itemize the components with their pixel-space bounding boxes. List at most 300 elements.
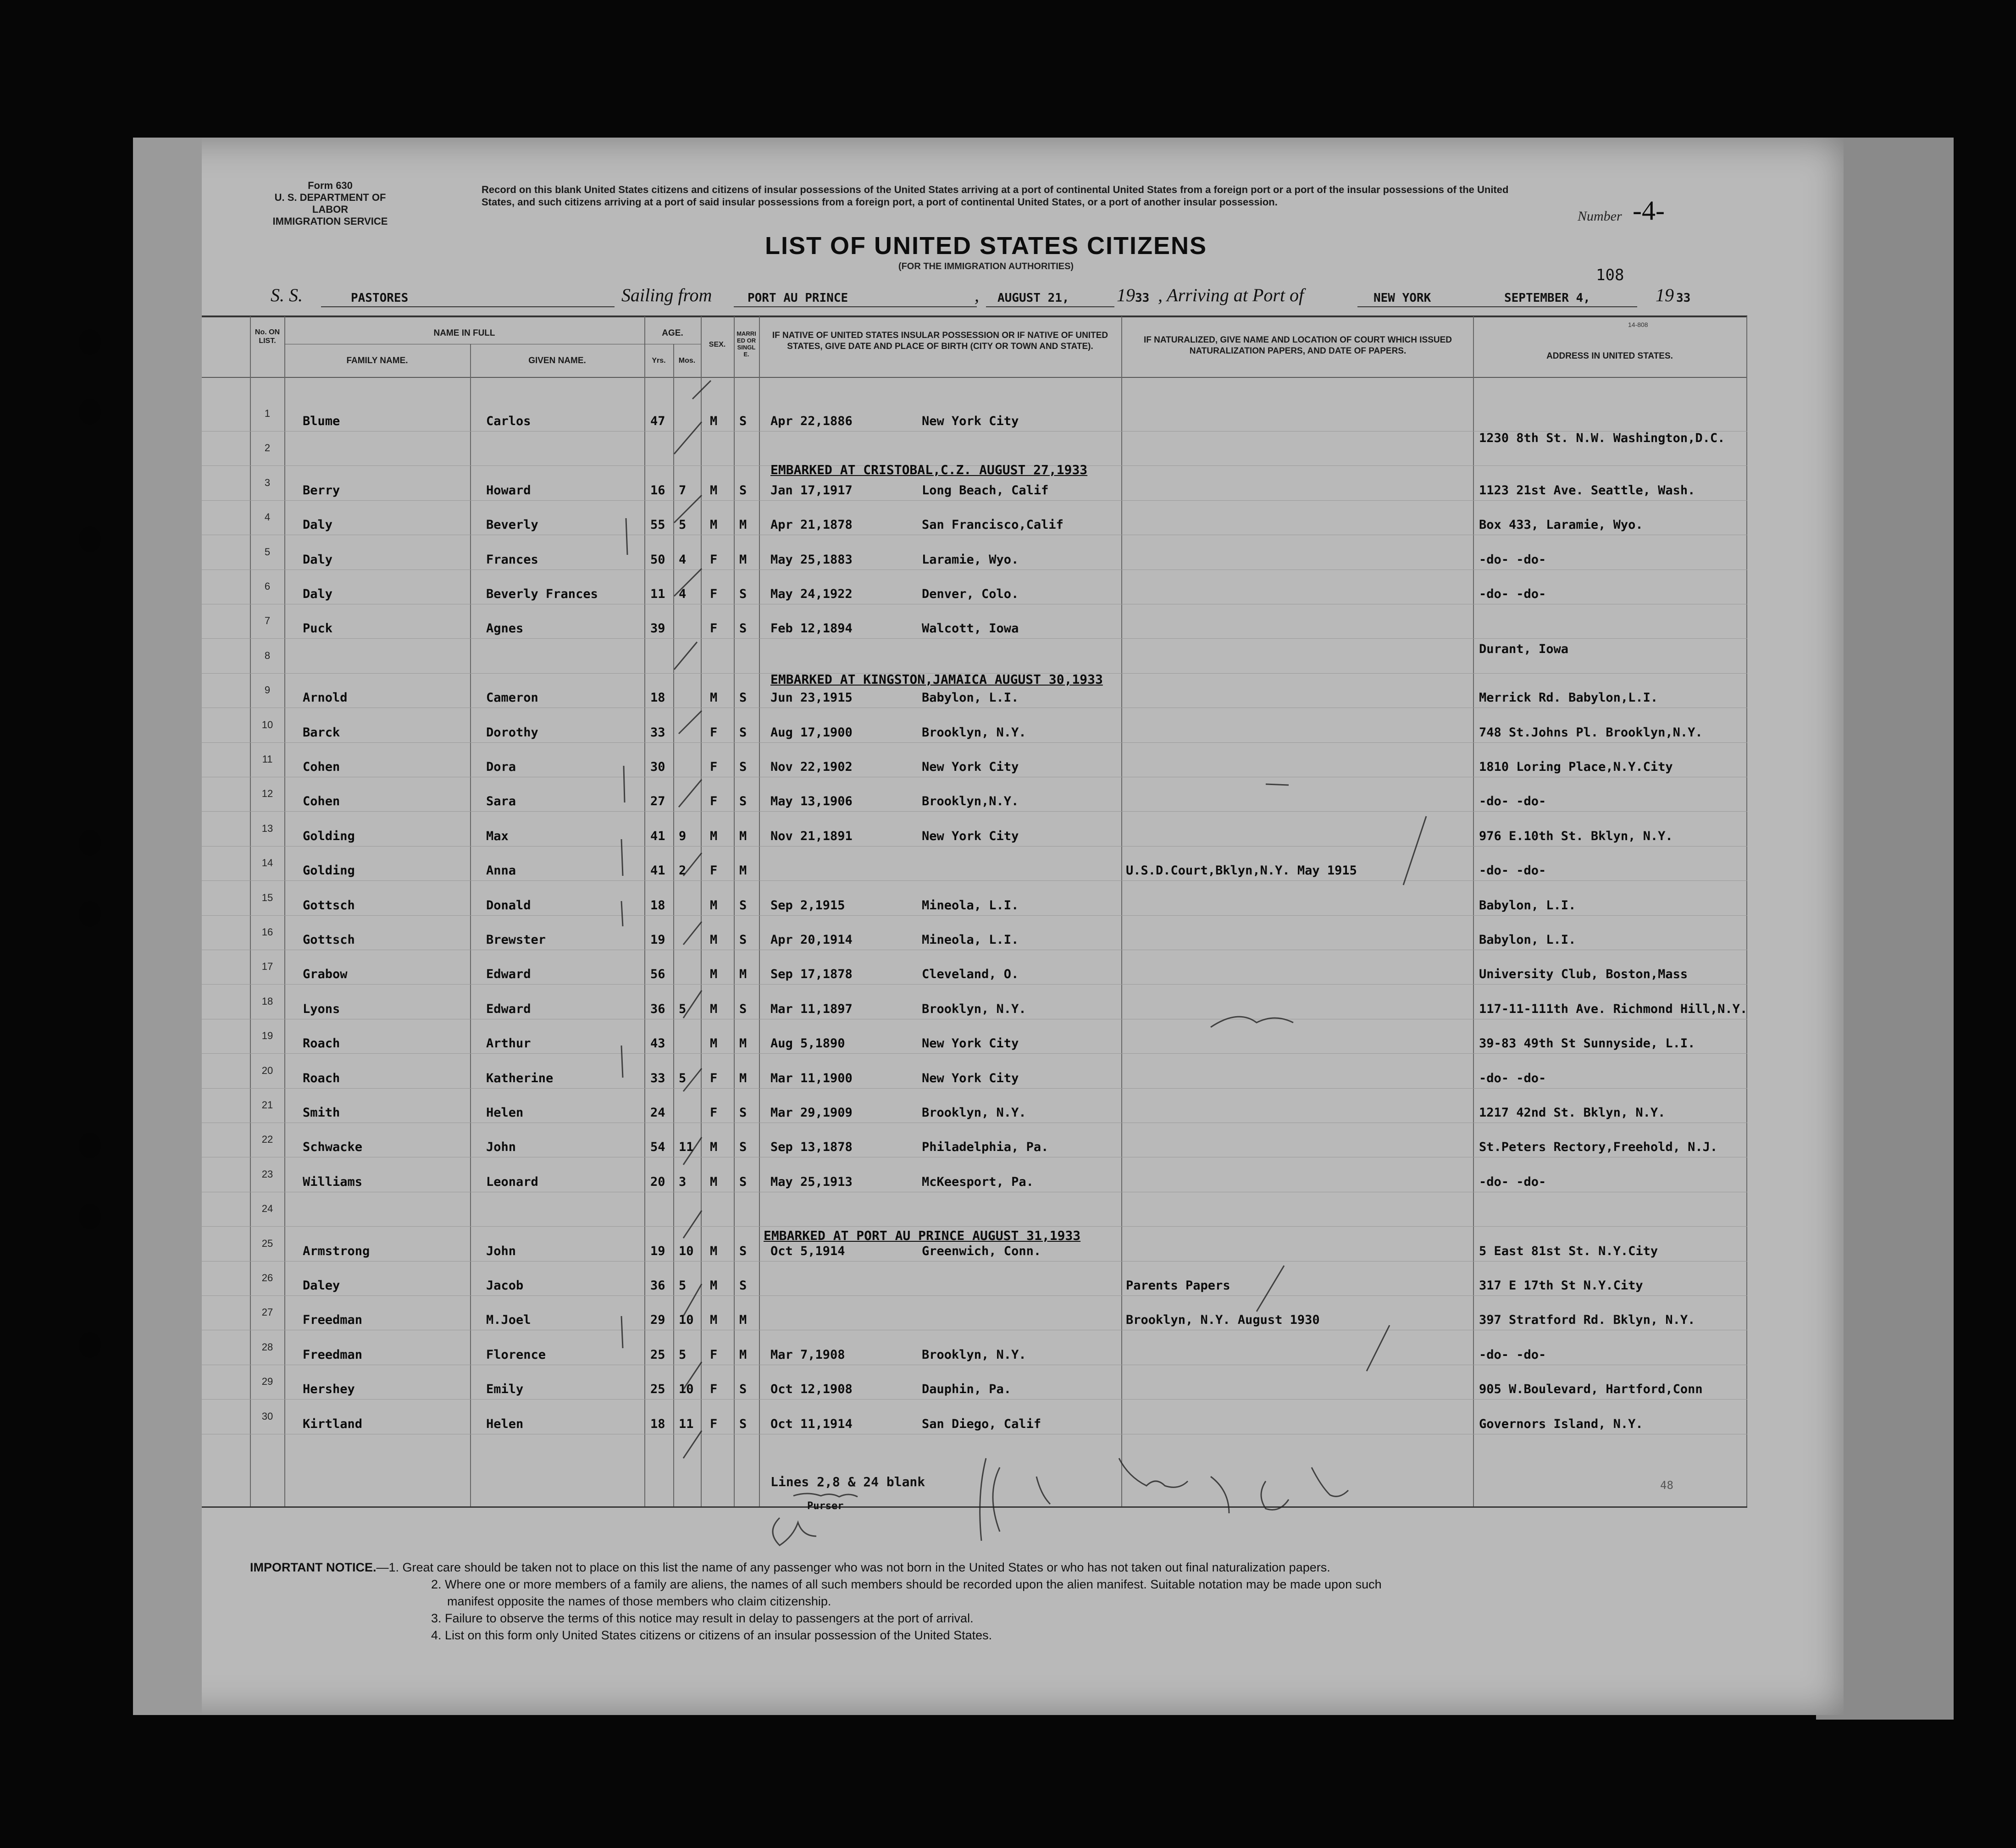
from-port: PORT AU PRINCE (748, 291, 848, 305)
bdate-cell: May 13,1906 (770, 794, 853, 809)
family-cell: Arnold (303, 691, 348, 705)
mos-cell: 5 (679, 1001, 687, 1016)
bplace-cell: New York City (922, 1036, 1019, 1051)
mos-cell: 10 (679, 1244, 694, 1258)
bdate-cell: Nov 22,1902 (770, 760, 853, 774)
given-cell: John (486, 1244, 516, 1258)
ms-cell: M (739, 1313, 747, 1328)
yrs-cell: 54 (650, 1140, 665, 1155)
bplace-cell: Walcott, Iowa (922, 621, 1019, 636)
yrs-cell: 39 (650, 621, 665, 636)
bdate-cell: Oct 12,1908 (770, 1382, 853, 1397)
sex-cell: M (710, 518, 718, 532)
addr-cell: 5 East 81st St. N.Y.City (1479, 1244, 1658, 1258)
family-cell: Berry (303, 483, 340, 498)
family-cell: Freedman (303, 1347, 363, 1362)
section-heading: EMBARKED AT CRISTOBAL,C.Z. AUGUST 27,1933 (770, 462, 1088, 477)
addr-cell: 905 W.Boulevard, Hartford,Conn (1479, 1382, 1703, 1397)
bplace-cell: McKeesport, Pa. (922, 1174, 1034, 1189)
arriving-label: , Arriving at Port of (1158, 285, 1304, 305)
bdate-cell: May 24,1922 (770, 587, 853, 601)
ms-cell: S (739, 933, 747, 947)
given-cell: Cameron (486, 691, 538, 705)
sex-cell: M (710, 691, 718, 705)
row-number: 3 (264, 476, 271, 488)
bdate-cell: Apr 22,1886 (770, 414, 853, 428)
row-number: 22 (261, 1134, 273, 1145)
col-header-no: No. ON LIST. (255, 328, 280, 345)
bdate-cell: May 25,1883 (770, 552, 853, 567)
bplace-cell: New York City (922, 760, 1019, 774)
family-cell: Freedman (303, 1313, 363, 1328)
yrs-cell: 36 (650, 1001, 665, 1016)
ms-cell: M (739, 967, 747, 982)
nat-cell: U.S.D.Court,Bklyn,N.Y. May 1915 (1126, 863, 1357, 878)
address-cell: 1230 8th St. N.W. Washington,D.C. (1479, 431, 1725, 445)
ms-cell: S (739, 794, 747, 809)
family-cell: Cohen (303, 794, 340, 809)
family-cell: Barck (303, 725, 340, 740)
given-cell: John (486, 1140, 516, 1155)
bdate-cell: Sep 17,1878 (770, 967, 853, 982)
ship-name: PASTORES (351, 291, 409, 305)
col-header-married: MARRIED OR SINGLE. (737, 330, 756, 358)
bplace-cell: Brooklyn,N.Y. (922, 794, 1019, 809)
ms-cell: S (739, 414, 747, 428)
yrs-cell: 41 (650, 863, 665, 878)
yrs-cell: 33 (650, 725, 665, 740)
yrs-cell: 56 (650, 967, 665, 982)
col-header-birth: IF NATIVE OF UNITED STATES INSULAR POSSESSION OR IF NATIVE OF UNITED STATES, GIVE DATE AND PLACE OF BIRTH (CITY OR TOWN AND STATE). (772, 331, 1108, 351)
ms-cell: S (739, 1416, 747, 1431)
given-cell: M.Joel (486, 1313, 531, 1328)
tick-marks (674, 422, 702, 1458)
sex-cell: F (710, 794, 718, 809)
row-number: 15 (261, 891, 273, 903)
given-cell: Max (486, 829, 509, 843)
bplace-cell: Long Beach, Calif (922, 483, 1049, 498)
sex-cell: M (710, 1313, 718, 1328)
bdate-cell: May 25,1913 (770, 1174, 853, 1189)
sex-cell: F (710, 863, 718, 878)
sex-cell: M (710, 933, 718, 947)
bplace-cell: New York City (922, 414, 1019, 428)
given-cell: Carlos (486, 414, 531, 428)
col-header-address: ADDRESS IN UNITED STATES. (1546, 351, 1673, 361)
given-cell: Dorothy (486, 725, 538, 740)
bplace-cell: Laramie, Wyo. (922, 552, 1019, 567)
tick-mark (692, 381, 711, 399)
yrs-cell: 25 (650, 1382, 665, 1397)
corner-note: 48 (1660, 1479, 1673, 1492)
given-cell: Arthur (486, 1036, 531, 1051)
ms-cell: S (739, 1106, 747, 1120)
bdate-cell: Jan 17,1917 (770, 483, 853, 498)
bdate-cell: Aug 17,1900 (770, 725, 853, 740)
given-cell: Florence (486, 1347, 546, 1362)
nat-cell: Brooklyn, N.Y. August 1930 (1126, 1313, 1320, 1328)
section-heading: EMBARKED AT PORT AU PRINCE AUGUST 31,1933 (764, 1228, 1081, 1243)
addr-cell: Governors Island, N.Y. (1479, 1416, 1643, 1431)
sex-cell: M (710, 898, 718, 913)
sex-cell: M (710, 483, 718, 498)
addr-cell: 748 St.Johns Pl. Brooklyn,N.Y. (1479, 725, 1703, 740)
bdate-cell: Sep 2,1915 (770, 898, 845, 913)
row-number: 4 (264, 511, 271, 523)
bplace-cell: Cleveland, O. (922, 967, 1019, 982)
purser-signature (793, 1494, 858, 1497)
bdate-cell: Mar 7,1908 (770, 1347, 845, 1362)
notice-item-3: 3. Failure to observe the terms of this notice may result in delay to passengers at the port of arrival. (431, 1611, 974, 1625)
sex-cell: F (710, 621, 718, 636)
row-number: 12 (261, 788, 273, 800)
ms-cell: M (739, 1071, 747, 1085)
given-cell: Beverly Frances (486, 587, 598, 601)
yrs-cell: 18 (650, 691, 665, 705)
dash-mark (1266, 784, 1289, 785)
pen-strokes (1257, 1266, 1390, 1371)
given-cell: Helen (486, 1416, 524, 1431)
bdate-cell: Sep 13,1878 (770, 1140, 853, 1155)
ms-cell: M (739, 1036, 747, 1051)
bplace-cell: Dauphin, Pa. (922, 1382, 1012, 1397)
row-number: 18 (261, 995, 273, 1007)
important-notice (250, 1559, 1731, 1644)
addr-cell: -do- -do- (1479, 587, 1546, 601)
notice-item-4: 4. List on this form only United States citizens or citizens of an insular possession of the United States. (431, 1628, 992, 1642)
row-number: 24 (261, 1203, 273, 1215)
given-cell: Edward (486, 967, 531, 982)
year-prefix: 19 (1656, 285, 1674, 305)
given-cell: Anna (486, 863, 516, 878)
service-name: IMMIGRATION SERVICE (272, 216, 388, 227)
col-header-yrs: Yrs. (652, 357, 666, 365)
col-header-mos: Mos. (678, 357, 696, 365)
row-number: 11 (262, 753, 273, 765)
official-signature (980, 1458, 1348, 1541)
mos-cell: 10 (679, 1313, 694, 1328)
row-number: 16 (261, 926, 273, 938)
family-cell: Puck (303, 621, 333, 636)
col-header-naturalized: IF NATURALIZED, GIVE NAME AND LOCATION OF COURT WHICH ISSUED NATURALIZATION PAPERS, AND DATE OF PAPERS. (1143, 335, 1452, 356)
addr-cell: 1810 Loring Place,N.Y.City (1479, 760, 1673, 774)
row-number: 5 (264, 546, 271, 558)
ms-cell: S (739, 621, 747, 636)
sailing-label: Sailing from (621, 285, 712, 305)
notice-lead: IMPORTANT NOTICE. (250, 1560, 377, 1574)
row-number: 17 (261, 961, 273, 973)
addr-cell: 117-11-111th Ave. Richmond Hill,N.Y. (1479, 1001, 1748, 1016)
mos-cell: 3 (679, 1174, 687, 1189)
given-cell: Frances (486, 552, 538, 567)
ms-cell: S (739, 691, 747, 705)
bplace-cell: Brooklyn, N.Y. (922, 1347, 1026, 1362)
ms-cell: S (739, 1244, 747, 1258)
family-cell: Cohen (303, 760, 340, 774)
bdate-cell: Mar 29,1909 (770, 1106, 853, 1120)
mos-cell: 11 (679, 1140, 694, 1155)
nat-cell: Parents Papers (1126, 1278, 1230, 1293)
addr-cell: -do- -do- (1479, 1174, 1546, 1189)
family-cell: Kirtland (303, 1416, 363, 1431)
row-number: 14 (261, 857, 273, 869)
purser-label: Purser (807, 1500, 844, 1512)
family-cell: Smith (303, 1106, 340, 1120)
mos-cell: 5 (679, 1278, 687, 1293)
initials (773, 1518, 816, 1545)
addr-cell: -do- -do- (1479, 552, 1546, 567)
sex-cell: M (710, 967, 718, 982)
sex-cell: M (710, 829, 718, 843)
row-number: 28 (261, 1341, 273, 1353)
pen-stroke (1403, 816, 1426, 885)
yrs-cell: 27 (650, 794, 665, 809)
row-number: 9 (264, 684, 271, 696)
col-header-name: NAME IN FULL (433, 328, 495, 338)
yrs-cell: 50 (650, 552, 665, 567)
notice-item-1: —1. Great care should be taken not to place on this list the name of any passenger who was not born in the United States or who has not taken out final naturalization papers. (376, 1560, 1330, 1574)
addr-cell: 317 E 17th St N.Y.City (1479, 1278, 1643, 1293)
bplace-cell: New York City (922, 829, 1019, 843)
yrs-cell: 18 (650, 898, 665, 913)
row-number: 30 (261, 1410, 273, 1422)
yrs-cell: 25 (650, 1347, 665, 1362)
sex-cell: F (710, 725, 718, 740)
addr-cell: -do- -do- (1479, 794, 1546, 809)
addr-cell: -do- -do- (1479, 1347, 1546, 1362)
row-number: 6 (264, 581, 271, 592)
yrs-cell: 18 (650, 1416, 665, 1431)
sex-cell: F (710, 1106, 718, 1120)
notice-item-2: 2. Where one or more members of a family are aliens, the names of all such members should be recorded upon the alien manifest. Suitable notation may be made upon such (431, 1577, 1382, 1591)
ms-cell: S (739, 483, 747, 498)
arrive-year: 33 (1676, 291, 1691, 305)
yrs-cell: 47 (650, 414, 665, 428)
ms-cell: S (739, 1278, 747, 1293)
col-header-family: FAMILY NAME. (346, 356, 408, 365)
row-number: 26 (261, 1272, 273, 1284)
bdate-cell: Mar 11,1897 (770, 1001, 853, 1016)
sex-cell: F (710, 587, 718, 601)
sex-cell: F (710, 552, 718, 567)
depart-date: AUGUST 21, (997, 291, 1069, 305)
bplace-cell: Greenwich, Conn. (922, 1244, 1041, 1258)
yrs-cell: 29 (650, 1313, 665, 1328)
mos-cell: 5 (679, 518, 687, 532)
family-cell: Blume (303, 414, 340, 428)
addr-cell: University Club, Boston,Mass (1479, 967, 1688, 982)
bplace-cell: Brooklyn, N.Y. (922, 1106, 1026, 1120)
ms-cell: S (739, 587, 747, 601)
addr-cell: 397 Stratford Rd. Bklyn, N.Y. (1479, 1313, 1695, 1328)
addr-cell: St.Peters Rectory,Freehold, N.J. (1479, 1140, 1718, 1155)
bdate-cell: Feb 12,1894 (770, 621, 853, 636)
addr-cell: Babylon, L.I. (1479, 898, 1576, 913)
ms-cell: S (739, 898, 747, 913)
page-subtitle: (FOR THE IMMIGRATION AUTHORITIES) (898, 261, 1074, 271)
row-number: 10 (261, 719, 273, 730)
col-header-given: GIVEN NAME. (528, 356, 586, 365)
mos-cell: 5 (679, 1071, 687, 1085)
sex-cell: F (710, 1071, 718, 1085)
given-cell: Howard (486, 483, 531, 498)
sex-cell: M (710, 1001, 718, 1016)
row-number: 23 (261, 1168, 273, 1180)
ms-cell: S (739, 760, 747, 774)
family-cell: Daly (303, 587, 333, 601)
row-number: 27 (261, 1306, 273, 1318)
given-cell: Edward (486, 1001, 531, 1016)
row-number: 7 (264, 615, 271, 627)
ms-cell: M (739, 829, 747, 843)
ms-cell: M (739, 1347, 747, 1362)
addr-cell: 976 E.10th St. Bklyn, N.Y. (1479, 829, 1673, 843)
family-cell: Daly (303, 552, 333, 567)
addr-cell: Babylon, L.I. (1479, 933, 1576, 947)
family-cell: Lyons (303, 1001, 340, 1016)
ms-cell: S (739, 1140, 747, 1155)
family-cell: Grabow (303, 967, 348, 982)
address-cell: Durant, Iowa (1479, 642, 1569, 656)
row-number: 25 (261, 1237, 273, 1249)
addr-cell: 39-83 49th St Sunnyside, L.I. (1479, 1036, 1695, 1051)
yrs-cell: 55 (650, 518, 665, 532)
year-prefix: 19 (1117, 285, 1135, 305)
addr-cell: -do- -do- (1479, 863, 1546, 878)
mos-cell: 7 (679, 483, 687, 498)
family-cell: Daly (303, 518, 333, 532)
yrs-cell: 19 (650, 1244, 665, 1258)
bdate-cell: Mar 11,1900 (770, 1071, 853, 1085)
bplace-cell: Babylon, L.I. (922, 691, 1019, 705)
mos-cell: 5 (679, 1347, 687, 1362)
sex-cell: M (710, 1278, 718, 1293)
addr-cell: 1123 21st Ave. Seattle, Wash. (1479, 483, 1695, 498)
form-number: Form 630 (308, 180, 353, 191)
row-number: 20 (261, 1064, 273, 1076)
number-label: Number (1578, 209, 1622, 224)
family-cell: Williams (303, 1174, 363, 1189)
yrs-cell: 16 (650, 483, 665, 498)
given-cell: Leonard (486, 1174, 538, 1189)
arrive-port: NEW YORK (1374, 291, 1431, 305)
print-code: 14-808 (1628, 321, 1648, 328)
family-cell: Armstrong (303, 1244, 370, 1258)
bdate-cell: Oct 5,1914 (770, 1244, 845, 1258)
bdate-cell: Apr 21,1878 (770, 518, 853, 532)
yrs-cell: 30 (650, 760, 665, 774)
bplace-cell: Mineola, L.I. (922, 933, 1019, 947)
yrs-cell: 36 (650, 1278, 665, 1293)
bdate-cell: Aug 5,1890 (770, 1036, 845, 1051)
addr-cell: 1217 42nd St. Bklyn, N.Y. (1479, 1106, 1666, 1120)
family-cell: Golding (303, 829, 355, 843)
yrs-cell: 11 (650, 587, 665, 601)
given-cell: Katherine (486, 1071, 554, 1085)
number-value: -4- (1633, 195, 1665, 226)
depart-year: 33 (1135, 291, 1150, 305)
sex-cell: F (710, 1347, 718, 1362)
bplace-cell: Mineola, L.I. (922, 898, 1019, 913)
given-cell: Dora (486, 760, 516, 774)
arrive-date: SEPTEMBER 4, (1504, 291, 1590, 305)
bplace-cell: Denver, Colo. (922, 587, 1019, 601)
page-title: LIST OF UNITED STATES CITIZENS (765, 232, 1207, 260)
given-cell: Beverly (486, 518, 538, 532)
mos-cell: 10 (679, 1382, 694, 1397)
mos-cell: 4 (679, 587, 687, 601)
addr-cell: -do- -do- (1479, 1071, 1546, 1085)
bdate-cell: Oct 11,1914 (770, 1416, 853, 1431)
ms-cell: S (739, 1001, 747, 1016)
given-cell: Jacob (486, 1278, 524, 1293)
family-cell: Golding (303, 863, 355, 878)
yrs-cell: 20 (650, 1174, 665, 1189)
family-cell: Roach (303, 1036, 340, 1051)
family-cell: Daley (303, 1278, 340, 1293)
family-cell: Gottsch (303, 933, 355, 947)
sex-cell: M (710, 1036, 718, 1051)
ms-cell: S (739, 1382, 747, 1397)
mos-cell: 11 (679, 1416, 694, 1431)
bplace-cell: Brooklyn, N.Y. (922, 1001, 1026, 1016)
yrs-cell: 41 (650, 829, 665, 843)
yrs-cell: 33 (650, 1071, 665, 1085)
row-number: 2 (264, 442, 271, 454)
ms-cell: M (739, 863, 747, 878)
col-header-sex: SEX. (709, 341, 726, 349)
family-cell: Hershey (303, 1382, 355, 1397)
family-cell: Schwacke (303, 1140, 363, 1155)
family-cell: Gottsch (303, 898, 355, 913)
pen-scribble (1211, 1017, 1293, 1027)
yrs-cell: 43 (650, 1036, 665, 1051)
ss-label: S. S. (271, 285, 303, 305)
sex-cell: F (710, 1416, 718, 1431)
given-cell: Brewster (486, 933, 546, 947)
ms-cell: S (739, 725, 747, 740)
bplace-cell: New York City (922, 1071, 1019, 1085)
row-number: 19 (261, 1030, 273, 1042)
given-cell: Sara (486, 794, 516, 809)
row-number: 8 (264, 649, 271, 661)
mos-cell: 2 (679, 863, 687, 878)
mos-cell: 9 (679, 829, 687, 843)
instructions: Record on this blank United States citizens and citizens of insular possessions of the United States arriving at a port of continental United States from a foreign port or a port of the insular possessions of the United States, and such citizens arriving at a port of said insular possessions from a foreign port, a port of continental United States, or a port of another insular possession. (482, 184, 1509, 208)
ms-cell: M (739, 552, 747, 567)
bplace-cell: Brooklyn, N.Y. (922, 725, 1026, 740)
ms-cell: S (739, 1174, 747, 1189)
sex-cell: M (710, 1140, 718, 1155)
department-name: U. S. DEPARTMENT OF LABOR (274, 192, 386, 215)
blank-lines-note: Lines 2,8 & 24 blank (770, 1474, 925, 1489)
bplace-cell: San Francisco,Calif (922, 518, 1063, 532)
sex-cell: M (710, 414, 718, 428)
bplace-cell: Philadelphia, Pa. (922, 1140, 1049, 1155)
bdate-cell: Jun 23,1915 (770, 691, 853, 705)
sex-cell: M (710, 1174, 718, 1189)
sex-cell: F (710, 1382, 718, 1397)
page-number: 108 (1596, 266, 1624, 284)
yrs-cell: 24 (650, 1106, 665, 1120)
given-cell: Agnes (486, 621, 524, 636)
addr-cell: Merrick Rd. Babylon,L.I. (1479, 691, 1658, 705)
yrs-cell: 19 (650, 933, 665, 947)
row-number: 13 (261, 822, 273, 834)
given-cell: Donald (486, 898, 531, 913)
ms-cell: M (739, 518, 747, 532)
sex-cell: F (710, 760, 718, 774)
